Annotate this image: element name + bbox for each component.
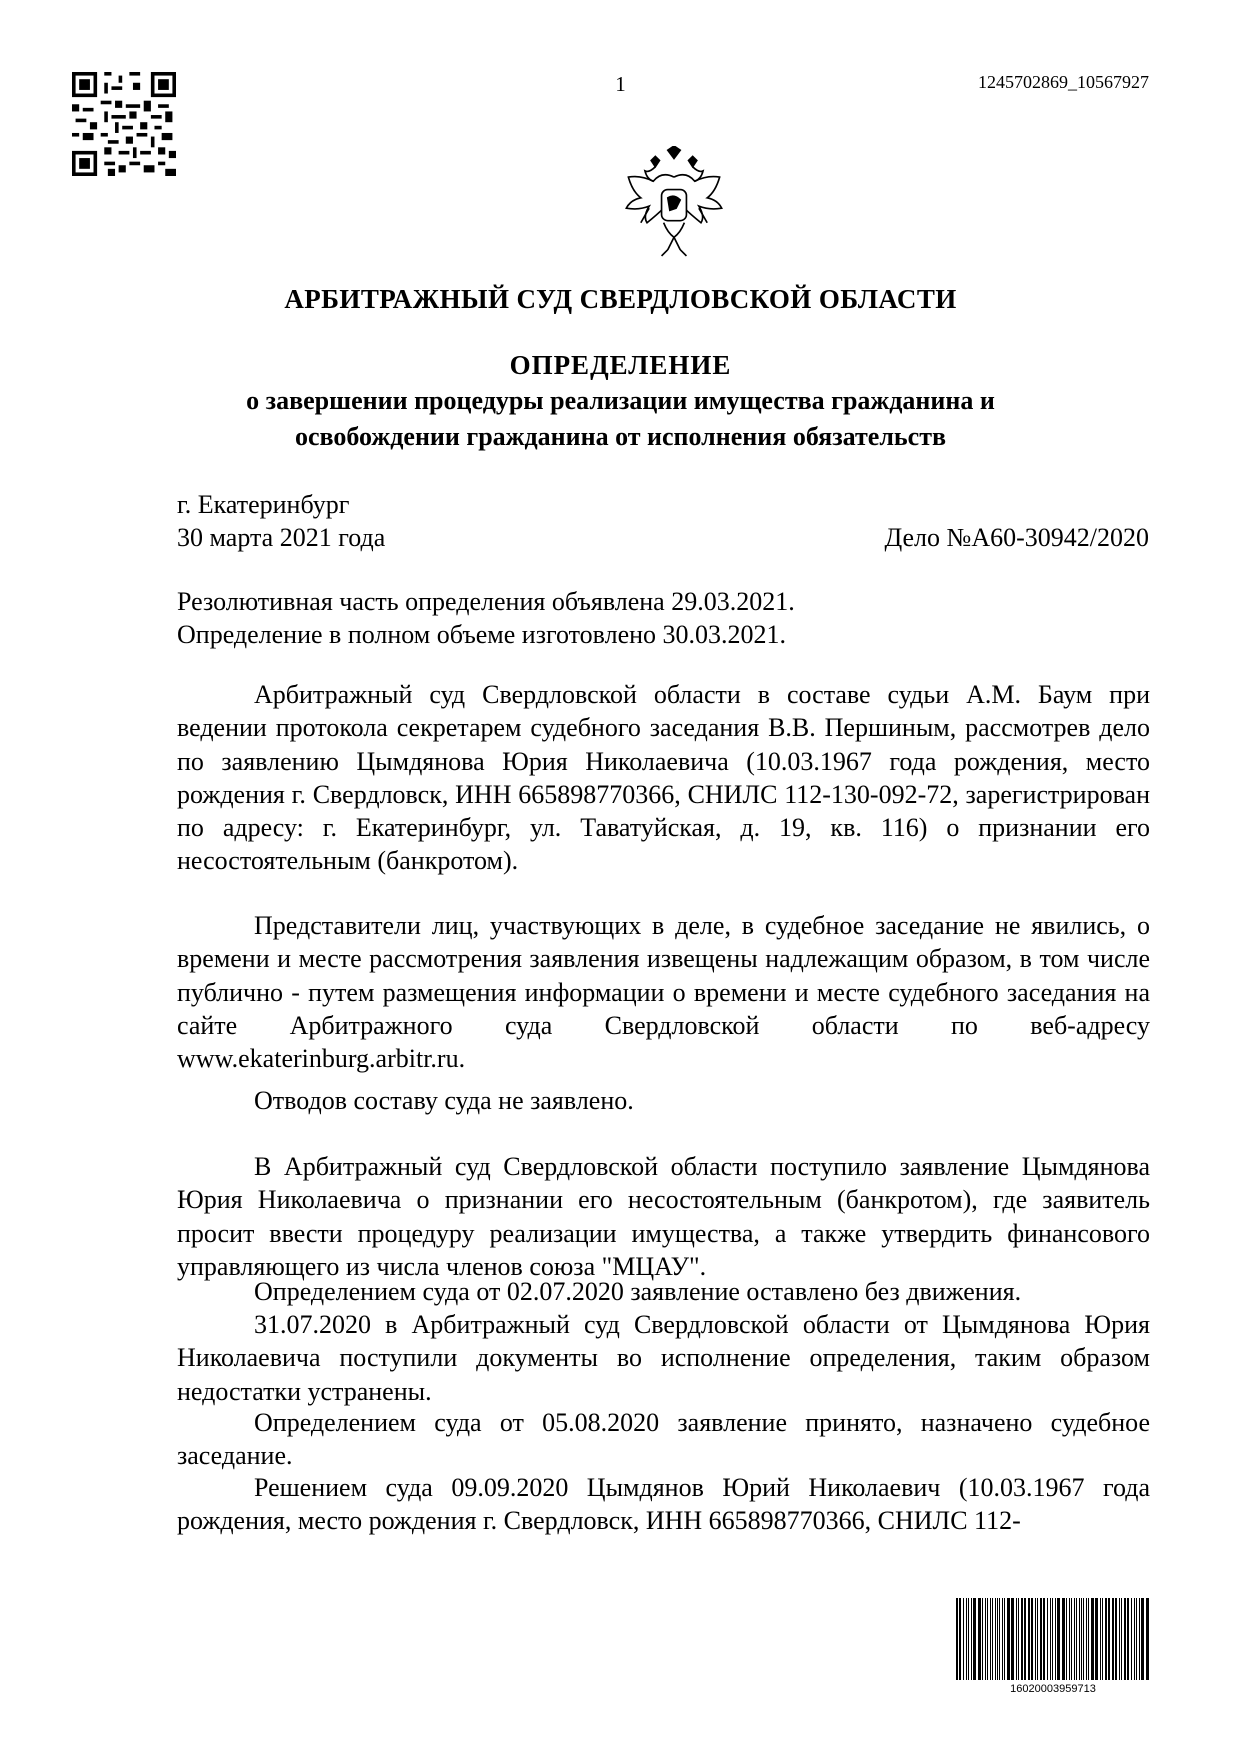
- barcode-bar: [1141, 1598, 1144, 1680]
- barcode-bar: [1100, 1598, 1101, 1680]
- barcode-bar: [1131, 1598, 1132, 1680]
- barcode-bar: [1057, 1598, 1060, 1680]
- barcode-bar: [1074, 1598, 1075, 1680]
- barcode-bar: [1040, 1598, 1042, 1680]
- barcode-bar: [1083, 1598, 1084, 1680]
- barcode-bar: [1119, 1598, 1120, 1680]
- barcode-bar: [1037, 1598, 1038, 1680]
- full-text-prepared: Определение в полном объеме изготовлено 30.03.2021.: [177, 620, 787, 649]
- paragraph: Представители лиц, участвующих в деле, в судебное заседание не явились, о времени и месте рассмотрения заявления извещены надлежащим образом, в том числе публично - путем размещения информации о времени и месте судебного заседания на сайте Арбитражного суда Свердловской области по веб-адресу www.ekaterinburg.arbitr.ru.: [177, 911, 1150, 1074]
- barcode-bar: [1062, 1598, 1065, 1680]
- barcode-bar: [982, 1598, 983, 1680]
- barcode-bar: [1134, 1598, 1135, 1680]
- barcode-bar: [1071, 1598, 1072, 1680]
- page-number: 1: [615, 72, 626, 96]
- barcode-icon: [954, 1598, 1152, 1680]
- document-type: ОПРЕДЕЛЕНИЕ: [509, 350, 732, 380]
- document-id: 1245702869_10567927: [978, 72, 1149, 92]
- barcode-bar: [985, 1598, 986, 1680]
- barcode-bar: [1043, 1598, 1045, 1680]
- barcode-bar: [1127, 1598, 1129, 1680]
- barcode-bar: [987, 1598, 988, 1680]
- barcode-bar: [1016, 1598, 1017, 1680]
- barcode-bar: [1136, 1598, 1137, 1680]
- barcode-number: 16020003959713: [1010, 1683, 1096, 1695]
- barcode-bar: [1091, 1598, 1094, 1680]
- decision-date: 30 марта 2021 года: [177, 523, 386, 552]
- barcode-bar: [966, 1598, 967, 1680]
- barcode-bar: [1004, 1598, 1005, 1680]
- barcode-bar: [1052, 1598, 1053, 1680]
- barcode-bar: [956, 1598, 958, 1680]
- barcode-bar: [963, 1598, 964, 1680]
- resolution-announced: Резолютивная часть определения объявлена 29.03.2021.: [177, 587, 795, 616]
- barcode-bar: [973, 1598, 976, 1680]
- barcode-bar: [1124, 1598, 1126, 1680]
- barcode-bar: [1021, 1598, 1023, 1680]
- barcode-bar: [1002, 1598, 1003, 1680]
- case-number: Дело №А60-30942/2020: [884, 523, 1149, 552]
- barcode-bar: [1031, 1598, 1033, 1680]
- paragraph: 31.07.2020 в Арбитражный суд Свердловской области от Цымдянова Юрия Николаевича поступили документы во исполнение определения, таким образом недостатки устранены.: [177, 1310, 1150, 1406]
- barcode-bar: [1139, 1598, 1140, 1680]
- barcode-bar: [1088, 1598, 1089, 1680]
- barcode-bar: [995, 1598, 996, 1680]
- paragraph: В Арбитражный суд Свердловской области поступило заявление Цымдянова Юрия Николаевича о признании его несостоятельным (банкротом), где заявитель просит ввести процедуру реализации имущества, а также утвердить финансового управляющего из числа членов союза "МЦАУ".: [177, 1152, 1150, 1281]
- paragraph: Определением суда от 05.08.2020 заявление принято, назначено судебное заседание.: [177, 1408, 1150, 1471]
- barcode-bar: [1079, 1598, 1080, 1680]
- court-name: АРБИТРАЖНЫЙ СУД СВЕРДЛОВСКОЙ ОБЛАСТИ: [284, 284, 957, 314]
- barcode-bar: [1102, 1598, 1103, 1680]
- barcode-bar: [1050, 1598, 1051, 1680]
- barcode-bar: [1055, 1598, 1056, 1680]
- barcode-bar: [1047, 1598, 1048, 1680]
- barcode-bar: [992, 1598, 993, 1680]
- barcode-bar: [1086, 1598, 1087, 1680]
- barcode-bar: [968, 1598, 969, 1680]
- barcode-bar: [1018, 1598, 1019, 1680]
- barcode-bar: [971, 1598, 972, 1680]
- barcode-bar: [997, 1598, 998, 1680]
- barcode-bar: [999, 1598, 1000, 1680]
- barcode-bar: [1121, 1598, 1122, 1680]
- paragraph: Определением суда от 02.07.2020 заявление оставлено без движения.: [254, 1277, 1022, 1306]
- barcode-bar: [1115, 1598, 1117, 1680]
- barcode-bar: [1105, 1598, 1107, 1680]
- subtitle-line-1: о завершении процедуры реализации имущества гражданина и: [246, 386, 995, 415]
- barcode-bar: [1069, 1598, 1070, 1680]
- paragraph: Арбитражный суд Свердловской области в составе судьи А.М. Баум при ведении протокола секретарем судебного заседания В.В. Першиным, рассмотрев дело по заявлению Цымдянова Юрия Николаевича (10.03.1967 года рождения, место рождения г. Свердловск, ИНН 665898770366, СНИЛС 112-130-092-72, зарегистрирован по адресу: г. Екатеринбург, ул. Таватуйская, д. 19, кв. 116) о признании его несостоятельным (банкротом).: [177, 680, 1150, 876]
- barcode-bar: [1066, 1598, 1067, 1680]
- barcode-bar: [1028, 1598, 1030, 1680]
- coat-of-arms-icon: [622, 146, 726, 258]
- barcode-bar: [1076, 1598, 1077, 1680]
- barcode-bar: [1146, 1598, 1149, 1680]
- city: г. Екатеринбург: [177, 490, 350, 519]
- barcode-bar: [1112, 1598, 1114, 1680]
- subtitle-line-2: освобождении гражданина от исполнения обязательств: [294, 422, 947, 451]
- barcode-bar: [1095, 1598, 1098, 1680]
- paragraph: Решением суда 09.09.2020 Цымдянов Юрий Николаевич (10.03.1967 года рождения, место рождения г. Свердловск, ИНН 665898770366, СНИЛС 112-: [177, 1473, 1150, 1536]
- barcode-bar: [1035, 1598, 1036, 1680]
- barcode-bar: [978, 1598, 981, 1680]
- barcode-bar: [990, 1598, 991, 1680]
- barcode-bar: [1007, 1598, 1010, 1680]
- paragraph: Отводов составу суда не заявлено.: [254, 1086, 634, 1115]
- barcode-bar: [1108, 1598, 1110, 1680]
- barcode-bar: [959, 1598, 961, 1680]
- barcode-bar: [1081, 1598, 1082, 1680]
- barcode-bar: [1024, 1598, 1026, 1680]
- barcode-bar: [1011, 1598, 1014, 1680]
